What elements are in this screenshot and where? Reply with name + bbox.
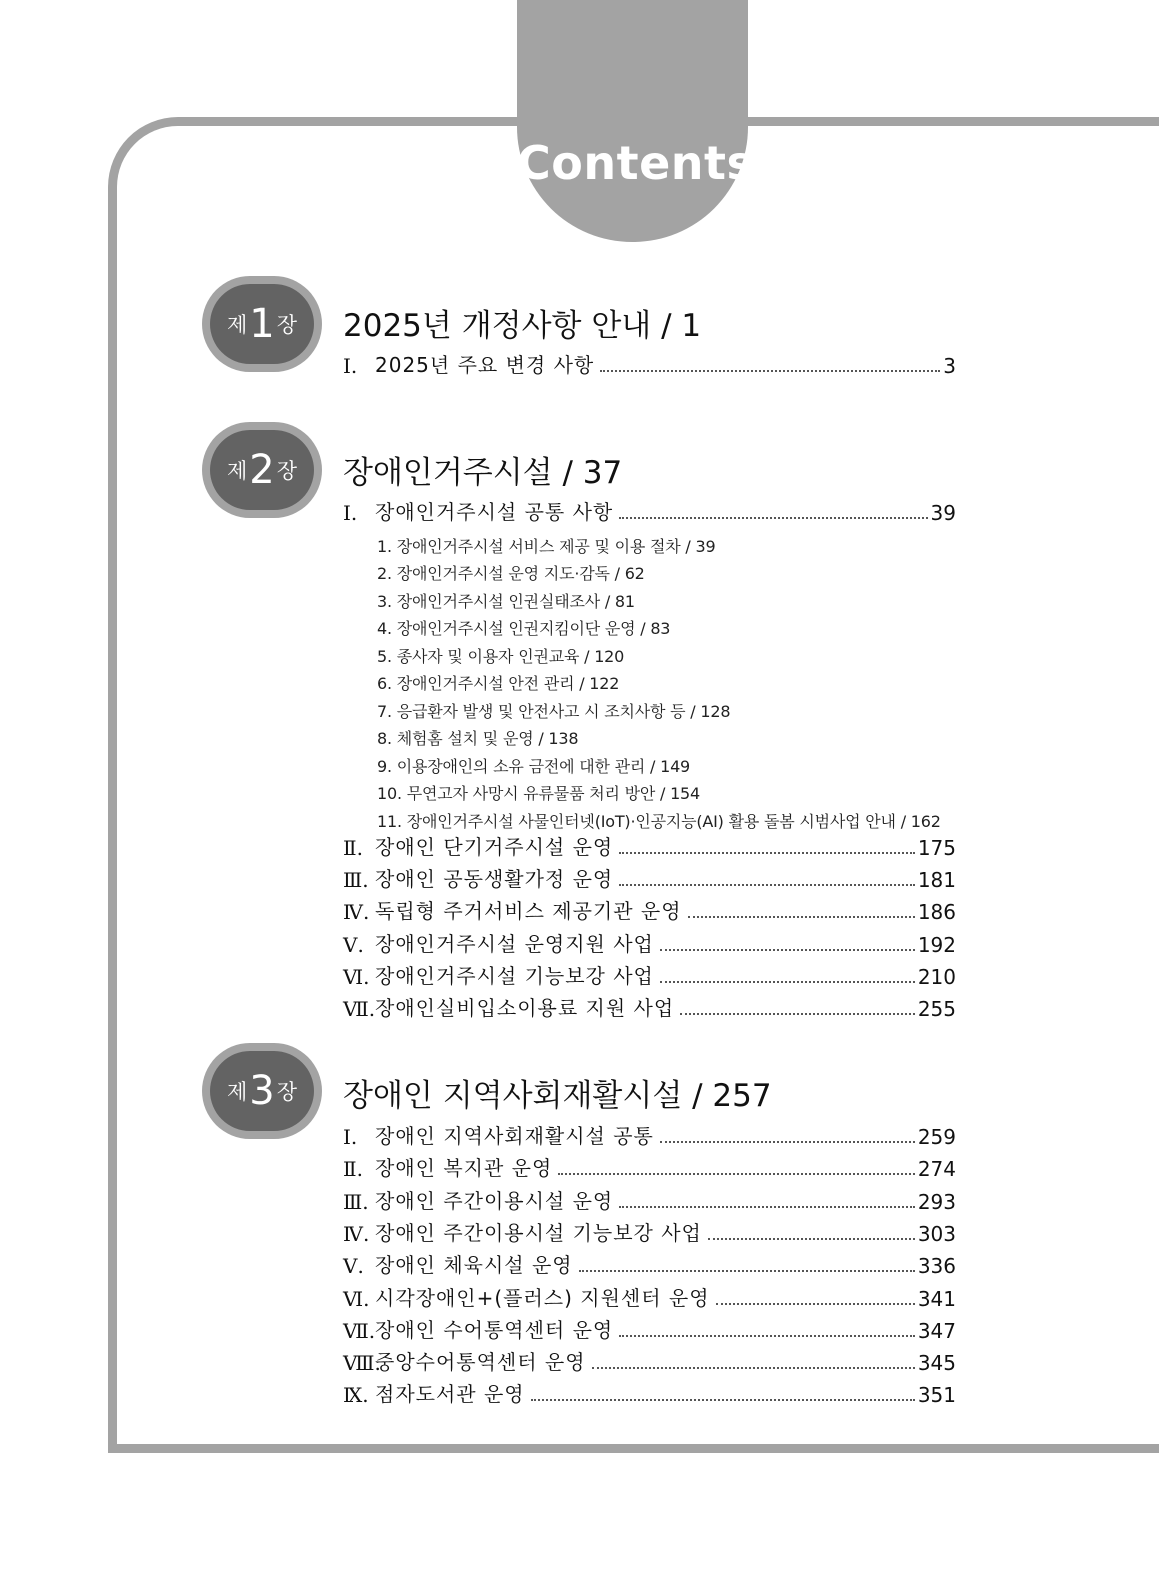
row-title: 장애인 주간이용시설 운영 [375,1189,614,1213]
row-numeral: Ⅴ. [343,1254,364,1278]
leader-dots [592,1367,915,1369]
row-numeral: Ⅵ. [343,1287,370,1311]
row-numeral: Ⅲ. [343,1190,369,1214]
toc-row[interactable] [343,1250,956,1278]
row-page: 39 [930,501,956,525]
leader-dots [660,1141,915,1143]
row-page: 351 [917,1383,956,1407]
row-numeral: Ⅱ. [343,836,363,860]
leader-dots [579,1270,915,1272]
badge-number: 3 [249,1068,275,1114]
badge-suffix: 장 [276,1080,298,1104]
row-numeral: Ⅰ. [343,501,358,525]
leader-dots [680,1013,915,1015]
chapter-title-2[interactable]: 장애인거주시설 / 37 [343,455,623,491]
row-page: 336 [917,1254,956,1278]
badge-prefix: 제 [226,313,248,337]
leader-dots [660,981,915,983]
leader-dots [600,370,940,372]
toc-subitem[interactable]: 9. 이용장애인의 소유 금전에 대한 관리 / 149 [377,757,691,776]
toc-row[interactable] [343,1347,956,1375]
leader-dots [619,884,915,886]
toc-row[interactable] [343,1218,956,1246]
row-page: 345 [917,1351,956,1375]
chapter-badge-1 [202,276,322,372]
badge-number: 1 [249,301,275,347]
row-page: 175 [917,836,956,860]
row-page: 347 [917,1319,956,1343]
badge-prefix: 제 [226,1080,248,1104]
row-title: 장애인 체육시설 운영 [375,1253,573,1277]
row-numeral: Ⅵ. [343,965,370,989]
toc-subitem[interactable]: 4. 장애인거주시설 인권지킴이단 운영 / 83 [377,619,671,638]
toc-subitem[interactable]: 10. 무연고자 사망시 유류물품 처리 방안 / 154 [377,784,701,803]
toc-subitem[interactable]: 3. 장애인거주시설 인권실태조사 / 81 [377,592,635,611]
toc-subitem[interactable]: 8. 체험홈 설치 및 운영 / 138 [377,729,579,748]
toc-row[interactable] [343,832,956,860]
row-page: 341 [917,1287,956,1311]
row-page: 259 [917,1125,956,1149]
row-title: 장애인 복지관 운영 [375,1156,553,1180]
row-title: 점자도서관 운영 [375,1382,525,1406]
toc-row[interactable] [343,1315,956,1343]
chapter-title-1[interactable]: 2025년 개정사항 안내 / 1 [343,308,702,344]
row-page: 181 [917,868,956,892]
toc-row[interactable] [343,1153,956,1181]
row-title: 장애인거주시설 공통 사항 [375,500,614,524]
toc-row[interactable] [343,1283,956,1311]
chapter-badge-3 [202,1043,322,1139]
row-title: 장애인거주시설 기능보강 사업 [375,964,654,988]
row-numeral: Ⅷ. [343,1351,381,1375]
row-numeral: Ⅱ. [343,1157,363,1181]
row-title: 장애인 지역사회재활시설 공통 [375,1124,654,1148]
row-title: 장애인 주간이용시설 기능보강 사업 [375,1221,702,1245]
row-numeral: Ⅰ. [343,354,358,378]
leader-dots [619,1335,915,1337]
row-page: 293 [917,1190,956,1214]
leader-dots [708,1238,915,1240]
leader-dots [531,1399,915,1401]
toc-subitem[interactable]: 1. 장애인거주시설 서비스 제공 및 이용 절차 / 39 [377,537,716,556]
row-title: 중앙수어통역센터 운영 [375,1350,586,1374]
toc-row[interactable] [343,1186,956,1214]
contents-tab [517,0,755,242]
row-title: 독립형 주거서비스 제공기관 운영 [375,899,682,923]
row-numeral: Ⅰ. [343,1125,358,1149]
row-page: 255 [917,997,956,1021]
row-title: 2025년 주요 변경 사항 [375,353,595,377]
row-page: 210 [917,965,956,989]
row-numeral: Ⅳ. [343,1222,370,1246]
toc-subitem[interactable]: 11. 장애인거주시설 사물인터넷(IoT)·인공지능(AI) 활용 돌봄 시범사업 안내 / 162 [377,812,941,831]
row-numeral: Ⅴ. [343,933,364,957]
toc-row[interactable] [343,993,956,1021]
row-numeral: Ⅶ. [343,1319,376,1343]
badge-suffix: 장 [276,313,298,337]
leader-dots [619,1206,915,1208]
chapter-badge-2 [202,422,322,518]
contents-title: Contents [517,136,755,190]
row-page: 274 [917,1157,956,1181]
toc-row[interactable] [343,1379,956,1407]
row-numeral: Ⅶ. [343,997,376,1021]
leader-dots [619,517,927,519]
row-title: 장애인 수어통역센터 운영 [375,1318,614,1342]
row-page: 192 [917,933,956,957]
row-numeral: Ⅳ. [343,900,370,924]
row-title: 장애인 단기거주시설 운영 [375,835,614,859]
badge-number: 2 [249,447,275,493]
row-title: 시각장애인+(플러스) 지원센터 운영 [375,1286,710,1310]
leader-dots [716,1303,915,1305]
leader-dots [558,1173,915,1175]
row-page: 3 [943,354,956,378]
toc-row[interactable] [343,864,956,892]
leader-dots [619,852,915,854]
toc-row[interactable] [343,497,956,525]
row-title: 장애인 공동생활가정 운영 [375,867,614,891]
row-numeral: Ⅲ. [343,868,369,892]
leader-dots [688,916,915,918]
toc-subitem[interactable]: 2. 장애인거주시설 운영 지도·감독 / 62 [377,564,645,583]
leader-dots [660,949,915,951]
toc-subitem[interactable]: 6. 장애인거주시설 안전 관리 / 122 [377,674,620,693]
toc-row[interactable] [343,350,956,378]
toc-row[interactable] [343,929,956,957]
row-page: 303 [917,1222,956,1246]
row-numeral: Ⅸ. [343,1383,369,1407]
row-title: 장애인거주시설 운영지원 사업 [375,932,654,956]
chapter-title-3[interactable]: 장애인 지역사회재활시설 / 257 [343,1078,772,1114]
badge-prefix: 제 [226,459,248,483]
toc-row[interactable] [343,896,956,924]
toc-subitem[interactable]: 5. 종사자 및 이용자 인권교육 / 120 [377,647,625,666]
row-page: 186 [917,900,956,924]
row-title: 장애인실비입소이용료 지원 사업 [375,996,675,1020]
toc-row[interactable] [343,1121,956,1149]
toc-subitem[interactable]: 7. 응급환자 발생 및 안전사고 시 조치사항 등 / 128 [377,702,731,721]
badge-suffix: 장 [276,459,298,483]
toc-row[interactable] [343,961,956,989]
